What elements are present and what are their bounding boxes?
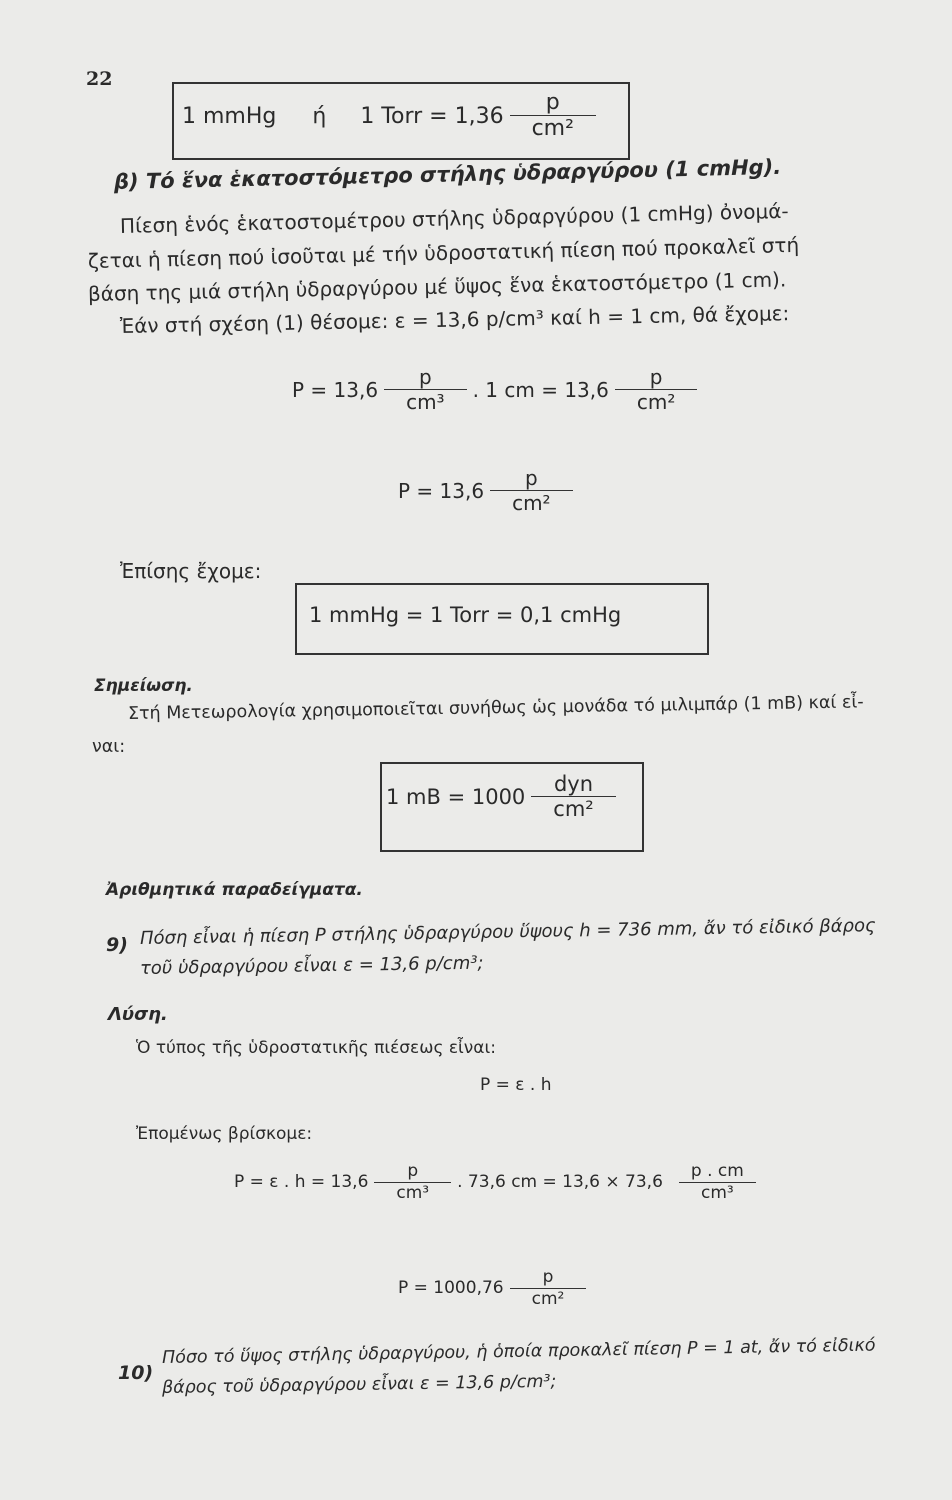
- eq3-num1: p: [407, 1161, 419, 1181]
- ex10-line-2: βάρος τοῦ ὑδραργύρου εἶναι ε = 13,6 p/cm³;: [161, 1371, 557, 1398]
- note-line-2: ναι:: [92, 737, 126, 757]
- box3-fraction: [531, 772, 615, 822]
- box1-den: cm²: [510, 115, 596, 142]
- solution-formula: P = ε . h: [480, 1075, 552, 1095]
- eq3-fraction-2: [669, 1162, 766, 1203]
- eq2-fraction: [490, 467, 573, 515]
- eq3-lhs: P = ε . h = 13,6: [234, 1172, 369, 1193]
- note-line-1: Στή Μετεωρολογία χρησιμοποιεῖται συνήθως ὡς μονάδα τό μιλιμπάρ (1 mB) καί εἶ-: [127, 692, 864, 724]
- ex10-line-1: Πόσο τό ὕψος στήλης ὑδραργύρου, ἡ ὁποία προκαλεῖ πίεση P = 1 at, ἄν τό εἰδικό: [161, 1335, 876, 1368]
- ex10-label: 10): [118, 1362, 154, 1384]
- box1-lhs: 1 mmHg: [182, 103, 277, 129]
- solution-line-1: Ὁ τύπος τῆς ὑδροστατικῆς πιέσεως εἶναι:: [136, 1038, 496, 1058]
- eq4-lhs: P = 1000,76: [398, 1278, 504, 1299]
- equation-2: [398, 467, 579, 515]
- box3-lhs: 1 mB = 1000: [386, 785, 526, 810]
- section-b-line-3: βάση της μιά στήλη ὑδραργύρου μέ ὕψος ἕνα ἑκατοστόμετρο (1 cm).: [87, 267, 787, 306]
- eq1-fraction-2: [615, 366, 698, 414]
- eq2-lhs: P = 13,6: [398, 479, 485, 503]
- box1-or: ή: [312, 103, 327, 129]
- also-we-have: Ἐπίσης ἔχομε:: [120, 559, 262, 583]
- eq4-fraction: [510, 1268, 587, 1309]
- page-number: 22: [86, 68, 113, 90]
- box-mmhg-cmhg: [295, 583, 709, 655]
- box1-fraction: [510, 90, 596, 143]
- eq1-num2: p: [649, 365, 663, 389]
- box3-num: dyn: [553, 772, 594, 796]
- eq1-mid: . 1 cm = 13,6: [472, 378, 609, 402]
- box1-num: p: [545, 90, 560, 115]
- eq4-den: cm²: [510, 1288, 587, 1309]
- eq1-lhs: P = 13,6: [292, 378, 379, 402]
- section-b-line-4: Ἐάν στή σχέση (1) θέσομε: ε = 13,6 p/cm³ καί h = 1 cm, θά ἔχομε:: [119, 301, 790, 338]
- eq3-mid: . 73,6 cm = 13,6 × 73,6: [457, 1172, 663, 1193]
- eq3-num2: p . cm: [690, 1161, 744, 1181]
- eq4-num: p: [542, 1267, 554, 1287]
- ex9-line-2: τοῦ ὑδραργύρου εἶναι ε = 13,6 p/cm³;: [139, 952, 484, 979]
- equation-1: [292, 366, 703, 414]
- section-b-line-1: Πίεση ἑνός ἑκατοστομέτρου στήλης ὑδραργύρου (1 cmHg) ὀνομά-: [119, 198, 789, 238]
- section-b-heading: β) Τό ἕνα ἑκατοστόμετρο στήλης ὑδραργύρου (1 cmHg).: [113, 154, 782, 194]
- equation-4: [398, 1268, 592, 1309]
- examples-heading: Ἀριθμητικά παραδείγματα.: [106, 880, 363, 900]
- eq1-den1: cm³: [384, 389, 467, 414]
- solution-line-2: Ἐπομένως βρίσκομε:: [136, 1124, 313, 1144]
- note-heading: Σημείωση.: [94, 676, 193, 696]
- equation-3: [234, 1162, 772, 1203]
- ex9-line-1: Πόση εἶναι ἡ πίεση P στήλης ὑδραργύρου ὕψους h = 736 mm, ἄν τό εἰδικό βάρος: [139, 915, 876, 949]
- solution-heading: Λύση.: [108, 1004, 168, 1025]
- eq1-den2: cm²: [615, 389, 698, 414]
- eq2-den: cm²: [490, 490, 573, 515]
- box2-text: 1 mmHg = 1 Torr = 0,1 cmHg: [309, 603, 622, 627]
- eq3-den1: cm³: [374, 1182, 451, 1203]
- eq2-num: p: [524, 466, 538, 490]
- eq1-num1: p: [418, 365, 432, 389]
- box3-den: cm²: [531, 796, 615, 822]
- box-millibar: [380, 762, 644, 852]
- ex9-label: 9): [106, 934, 128, 956]
- eq1-fraction-1: [384, 366, 467, 414]
- eq3-den2: cm³: [679, 1182, 756, 1203]
- box1-mid: 1 Torr = 1,36: [360, 103, 504, 129]
- eq3-fraction-1: [374, 1162, 451, 1203]
- box-mmhg-torr: [172, 82, 630, 160]
- section-b-line-2: ζεται ἡ πίεση πού ἰσοῦται μέ τήν ὑδροστατική πίεση πού προκαλεῖ στή: [87, 232, 800, 273]
